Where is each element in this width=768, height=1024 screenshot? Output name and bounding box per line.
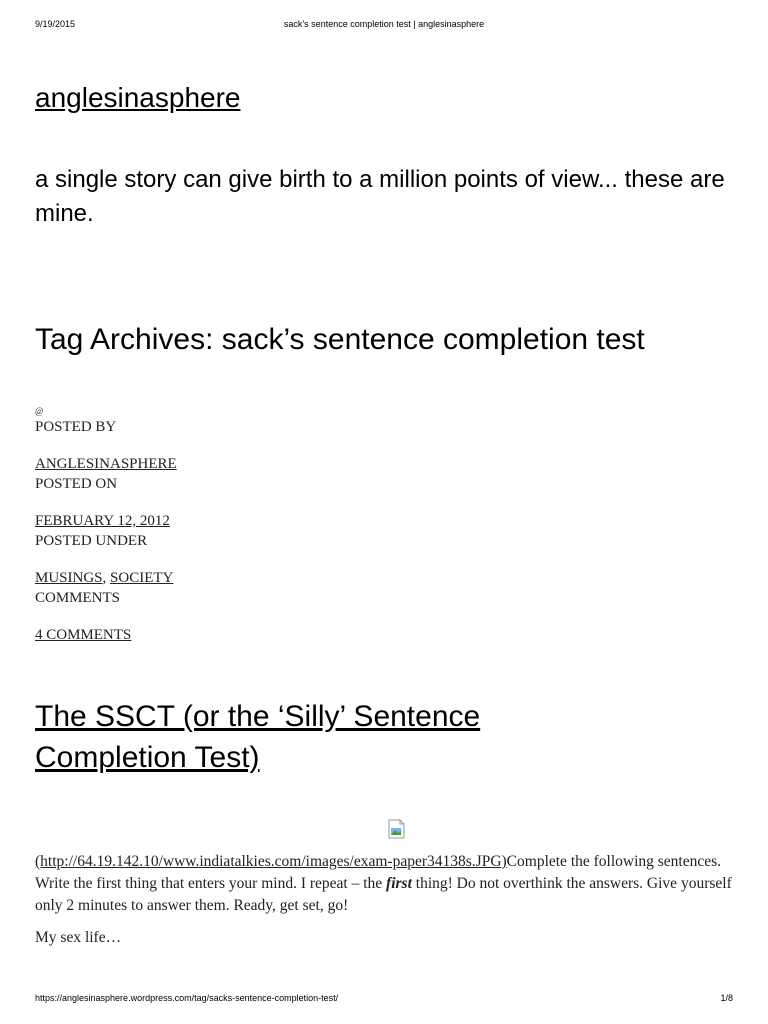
author-avatar-icon: @ bbox=[35, 406, 44, 416]
site-tagline: a single story can give birth to a million points of view... these are mine. bbox=[35, 166, 725, 227]
post-body bbox=[35, 851, 735, 959]
post-title-link[interactable]: The SSCT (or the ‘Silly’ Sentence Completion Test) bbox=[35, 700, 481, 774]
posted-by-label: POSTED BY bbox=[35, 419, 117, 435]
intro-text-b: thing! Do not overthink the answers. Give yourself only 2 minutes to answer them. Ready, get set, go! bbox=[35, 875, 732, 914]
meta-spacer bbox=[35, 551, 177, 568]
site-title-link[interactable]: anglesinasphere bbox=[35, 82, 241, 113]
author-link[interactable]: ANGLESINASPHERE bbox=[35, 456, 177, 472]
comments-label: COMMENTS bbox=[35, 590, 121, 606]
archive-title: Tag Archives: sack’s sentence completion test bbox=[35, 323, 645, 356]
site-title bbox=[35, 80, 241, 116]
post-title bbox=[35, 696, 595, 778]
category-link-society[interactable]: SOCIETY bbox=[110, 570, 174, 586]
print-page-number: 1/8 bbox=[720, 993, 733, 1003]
print-url: https://anglesinasphere.wordpress.com/tag/sacks-sentence-completion-test/ bbox=[35, 993, 339, 1003]
print-date: 9/19/2015 bbox=[35, 19, 76, 29]
post-intro bbox=[35, 851, 735, 917]
comments-link[interactable]: 4 COMMENTS bbox=[35, 627, 132, 643]
meta-spacer bbox=[35, 437, 177, 454]
category-link-musings[interactable]: MUSINGS bbox=[35, 570, 103, 586]
broken-image-icon[interactable] bbox=[388, 819, 406, 839]
image-source-link[interactable]: (http://64.19.142.10/www.indiatalkies.com/images/exam-paper34138s.JPG) bbox=[35, 853, 507, 870]
first-prompt: My sex life… bbox=[35, 929, 122, 946]
category-list bbox=[35, 568, 173, 588]
print-footer bbox=[35, 993, 733, 1007]
meta-spacer bbox=[35, 494, 177, 511]
category-separator: , bbox=[102, 570, 107, 586]
posted-on-label: POSTED ON bbox=[35, 476, 118, 492]
post-date-link[interactable]: FEBRUARY 12, 2012 bbox=[35, 513, 170, 529]
print-page-title: sack’s sentence completion test | anglesinasphere bbox=[283, 19, 485, 29]
meta-spacer bbox=[35, 608, 177, 625]
intro-text-a: Complete the following sentences. Write the first thing that enters your mind. I repeat – the bbox=[35, 853, 722, 892]
intro-emphasis: first bbox=[386, 875, 412, 892]
post-meta bbox=[35, 405, 177, 645]
posted-under-label: POSTED UNDER bbox=[35, 533, 148, 549]
print-header bbox=[35, 19, 733, 33]
